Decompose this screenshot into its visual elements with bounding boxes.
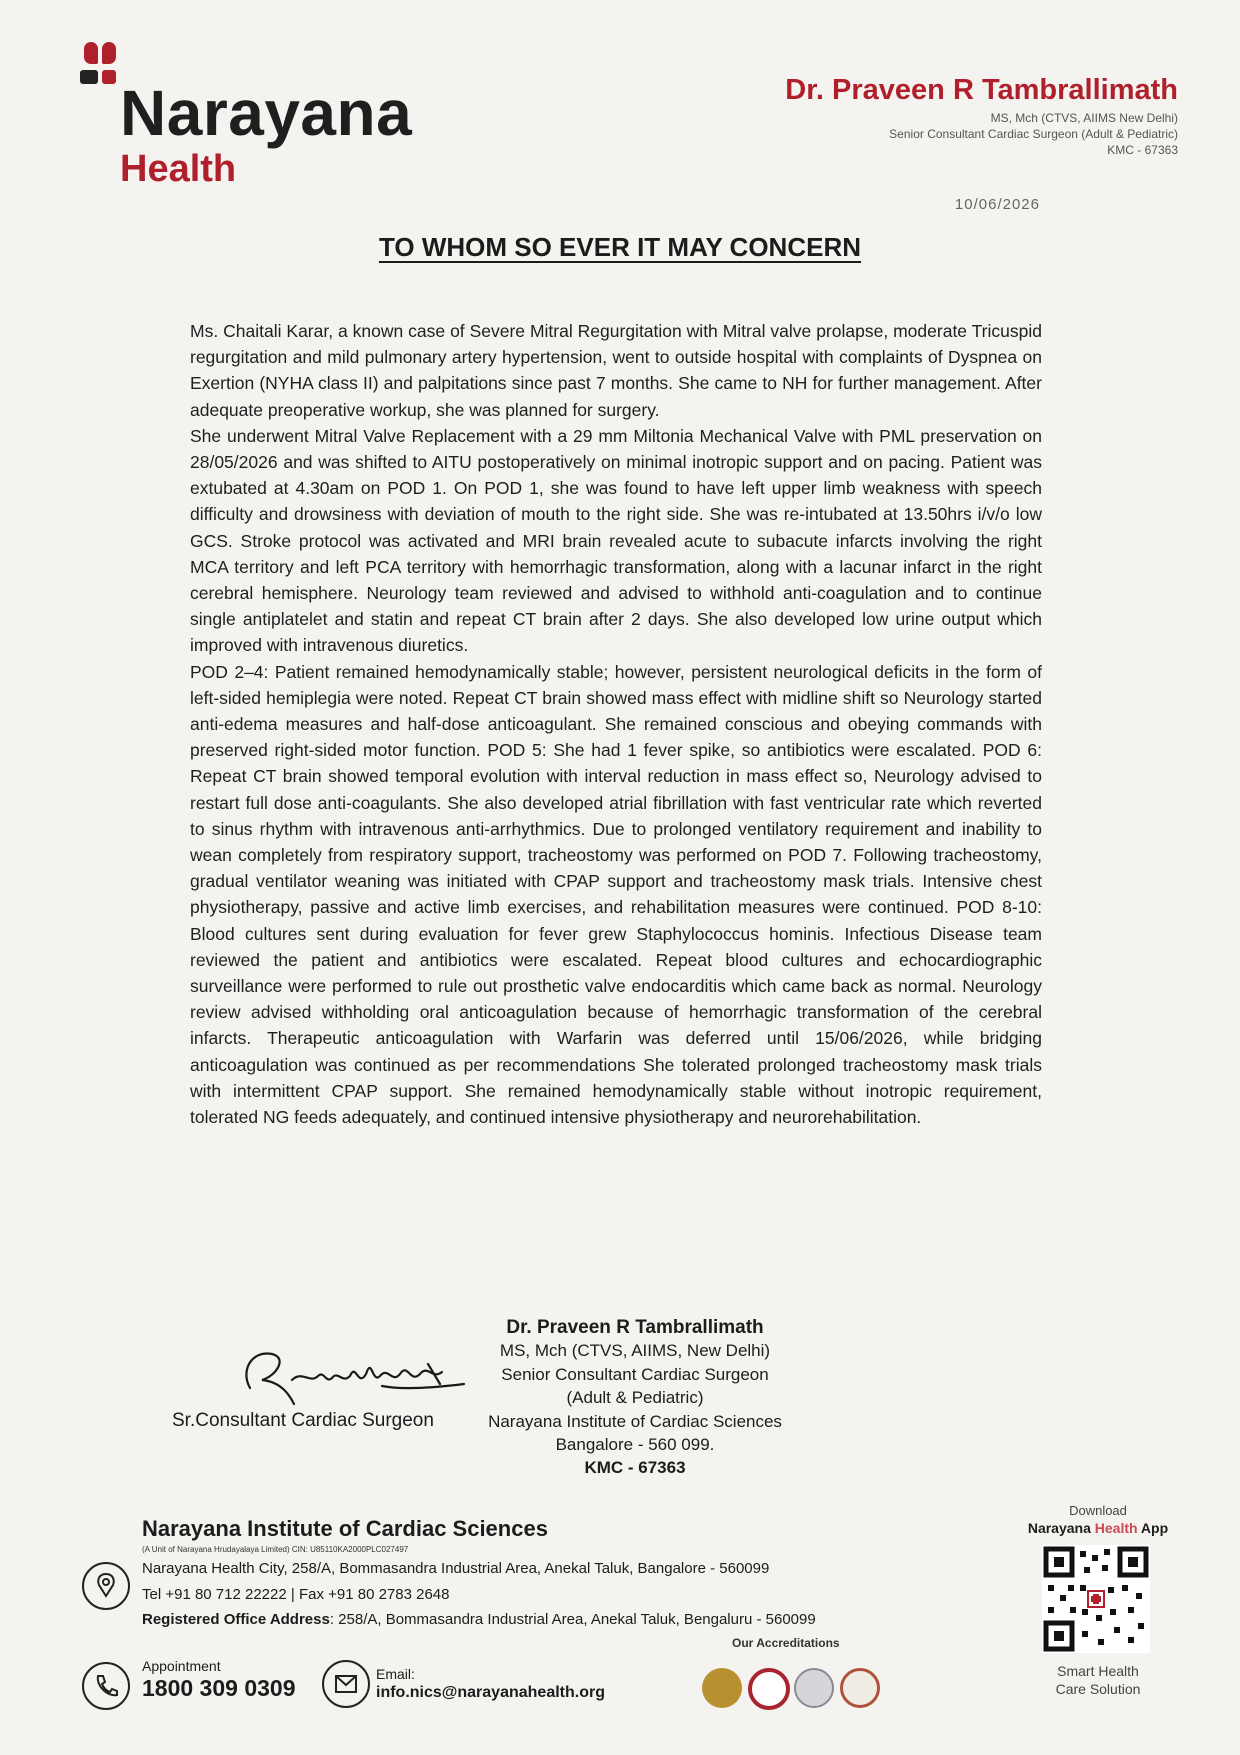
doctor-kmc: KMC - 67363 [1107, 143, 1178, 157]
footer-institute: Narayana Institute of Cardiac Sciences [142, 1516, 548, 1541]
narayana-logo [80, 40, 460, 190]
letter-body [190, 318, 1042, 1130]
body-paragraph: Ms. Chaitali Karar, a known case of Severe Mitral Regurgitation with Mitral valve prolapse, moderate Tricuspid regurgitation and mild pulmonary artery hypertension, went to outside hospital with complaints of Dyspnea on Exertion (NYHA class II) and palpitations since past 7 months. She came to NH for further management. After adequate preoperative workup, she was planned for surgery. [190, 321, 1042, 420]
doctor-header [618, 74, 1178, 157]
appointment-label: Appointment [142, 1658, 221, 1674]
stamp-name: Dr. Praveen R Tambrallimath [506, 1317, 764, 1338]
phone-icon [82, 1662, 130, 1710]
handwritten-signature [232, 1340, 472, 1420]
appointment-number[interactable]: 1800 309 0309 [142, 1675, 296, 1701]
accreditation-seal [840, 1668, 880, 1708]
qr-download-label: Download [1069, 1503, 1127, 1518]
stamp-title: Senior Consultant Cardiac Surgeon [501, 1364, 769, 1384]
body-paragraph: POD 2–4: Patient remained hemodynamically stable; however, persistent neurological deficits in the form of left-sided hemiplegia were noted. Repeat CT brain showed mass effect with midline shift so Neurology started anti-edema measures and half-dose anticoagulant. She remained conscious and obeying commands with preserved right-sided motor function. POD 5: She had 1 fever spike, so antibiotics were escalated. POD 6: Repeat CT brain showed temporal evolution with interval reduction in mass effect so, Neurology advised to restart full dose anti-coagulants. She also developed atrial fibrillation with fast ventricular rate which reverted to sinus rhythm with intravenous anti-arrhythmics. Due to prolonged ventilatory requirement and inability to wean completely from respiratory support, tracheostomy was performed on POD 7. Following tracheostomy, gradual ventilator weaning was initiated with CPAP support and tracheostomy mask trials. Intensive chest physiotherapy, passive and active limb exercises, and rehabilitation measures were continued. POD 8-10: Blood cultures sent during evaluation for fever grew Staphylococcus hominis. Infectious Disease team reviewed the patient and antibiotics were escalated. Repeat blood cultures and echocardiographic surveillance were performed to rule out prosthetic valve endocarditis which came back as normal. Neurology review advised withholding oral anticoagulation because of hemorrhagic transformation of the cerebral infarcts. Therapeutic anticoagulation with Warfarin was deferred until 15/06/2026, while bridging anticoagulation was continued as per recommendations She tolerated prolonged tracheostomy mask trials with intermittent CPAP support. She remained hemodynamically stable without inotropic requirement, tolerated NG feeds adequately, and continued intensive physiotherapy and neurorehabilitation. [190, 661, 1042, 1128]
stamp-qualification: MS, Mch (CTVS, AIIMS, New Delhi) [499, 1341, 771, 1361]
email-icon [322, 1660, 370, 1708]
app-name-a: Narayana [1027, 1520, 1095, 1536]
body-paragraph: She underwent Mitral Valve Replacement with a 29 mm Miltonia Mechanical Valve with PML preservation on 28/05/2026 and was shifted to AITU postoperatively on minimal inotropic support and on pacing. Patient was extubated at 4.30am on POD 1. On POD 1, she was found to have left upper limb weakness with speech difficulty and drowsiness with deviation of mouth to the right side. She was re-intubated at 13.50hrs i/v/o low GCS. Stroke protocol was activated and MRI brain revealed acute to subacute infarcts involving the right MCA territory and left PCA territory with hemorrhagic transformation, along with a lacunar infarct in the right cerebral hemisphere. Neurology team reviewed and advised to withhold anti-coagulation and to continue single antiplatelet and statin and repeat CT brain after 2 days. She also developed low urine output which improved with intravenous diuretics. [190, 425, 1042, 656]
qr-app-label [1012, 1520, 1184, 1536]
app-name-c: App [1137, 1520, 1169, 1536]
accreditations-label: Our Accreditations [732, 1636, 840, 1650]
stamp-institute: Narayana Institute of Cardiac Sciences [488, 1411, 782, 1431]
accreditation-seal [702, 1668, 742, 1708]
doctor-qualification: MS, Mch (CTVS, AIIMS New Delhi) [990, 111, 1178, 125]
qr-caption-line: Care Solution [1055, 1681, 1141, 1697]
reg-label: Registered Office Address [142, 1611, 330, 1628]
accreditation-seal [794, 1668, 834, 1708]
stamp-city: Bangalore - 560 099. [555, 1435, 715, 1455]
stamp-kmc: KMC - 67363 [584, 1458, 686, 1478]
reg-value: : 258/A, Bommasandra Industrial Area, Anekal Taluk, Bengaluru - 560099 [329, 1611, 816, 1628]
logo-sub: Health [120, 148, 237, 190]
stamp-subtitle: (Adult & Pediatric) [566, 1388, 704, 1408]
qr-code-icon[interactable] [1042, 1545, 1150, 1653]
letter-heading [0, 232, 1240, 263]
email-address[interactable]: info.nics@narayanahealth.org [376, 1684, 605, 1701]
footer-registered-office [142, 1611, 816, 1628]
letter-heading-text: TO WHOM SO EVER IT MAY CONCERN [378, 232, 861, 262]
qr-caption [1012, 1662, 1184, 1698]
accreditation-seal [748, 1668, 790, 1710]
footer-unit: (A Unit of Narayana Hrudayalaya Limited) CIN: U85110KA2000PLC027497 [142, 1545, 409, 1554]
letter-date: 10/06/2026 [954, 196, 1040, 213]
logo-mark-icon [80, 40, 120, 88]
location-icon [82, 1562, 130, 1610]
logo-name: Narayana [120, 77, 413, 149]
footer-tel: Tel +91 80 712 22222 | Fax +91 80 2783 2648 [142, 1586, 450, 1603]
app-name-b: Health [1094, 1520, 1138, 1536]
email-label: Email: [376, 1666, 415, 1682]
footer-address: Narayana Health City, 258/A, Bommasandra Industrial Area, Anekal Taluk, Bangalore - 560099 [142, 1560, 770, 1577]
signature-role: Sr.Consultant Cardiac Surgeon [172, 1410, 434, 1431]
doctor-title: Senior Consultant Cardiac Surgeon (Adult & Pediatric) [889, 127, 1178, 141]
qr-caption-line: Smart Health [1057, 1663, 1139, 1679]
doctor-stamp [470, 1316, 800, 1480]
doctor-name: Dr. Praveen R Tambrallimath [785, 74, 1178, 106]
